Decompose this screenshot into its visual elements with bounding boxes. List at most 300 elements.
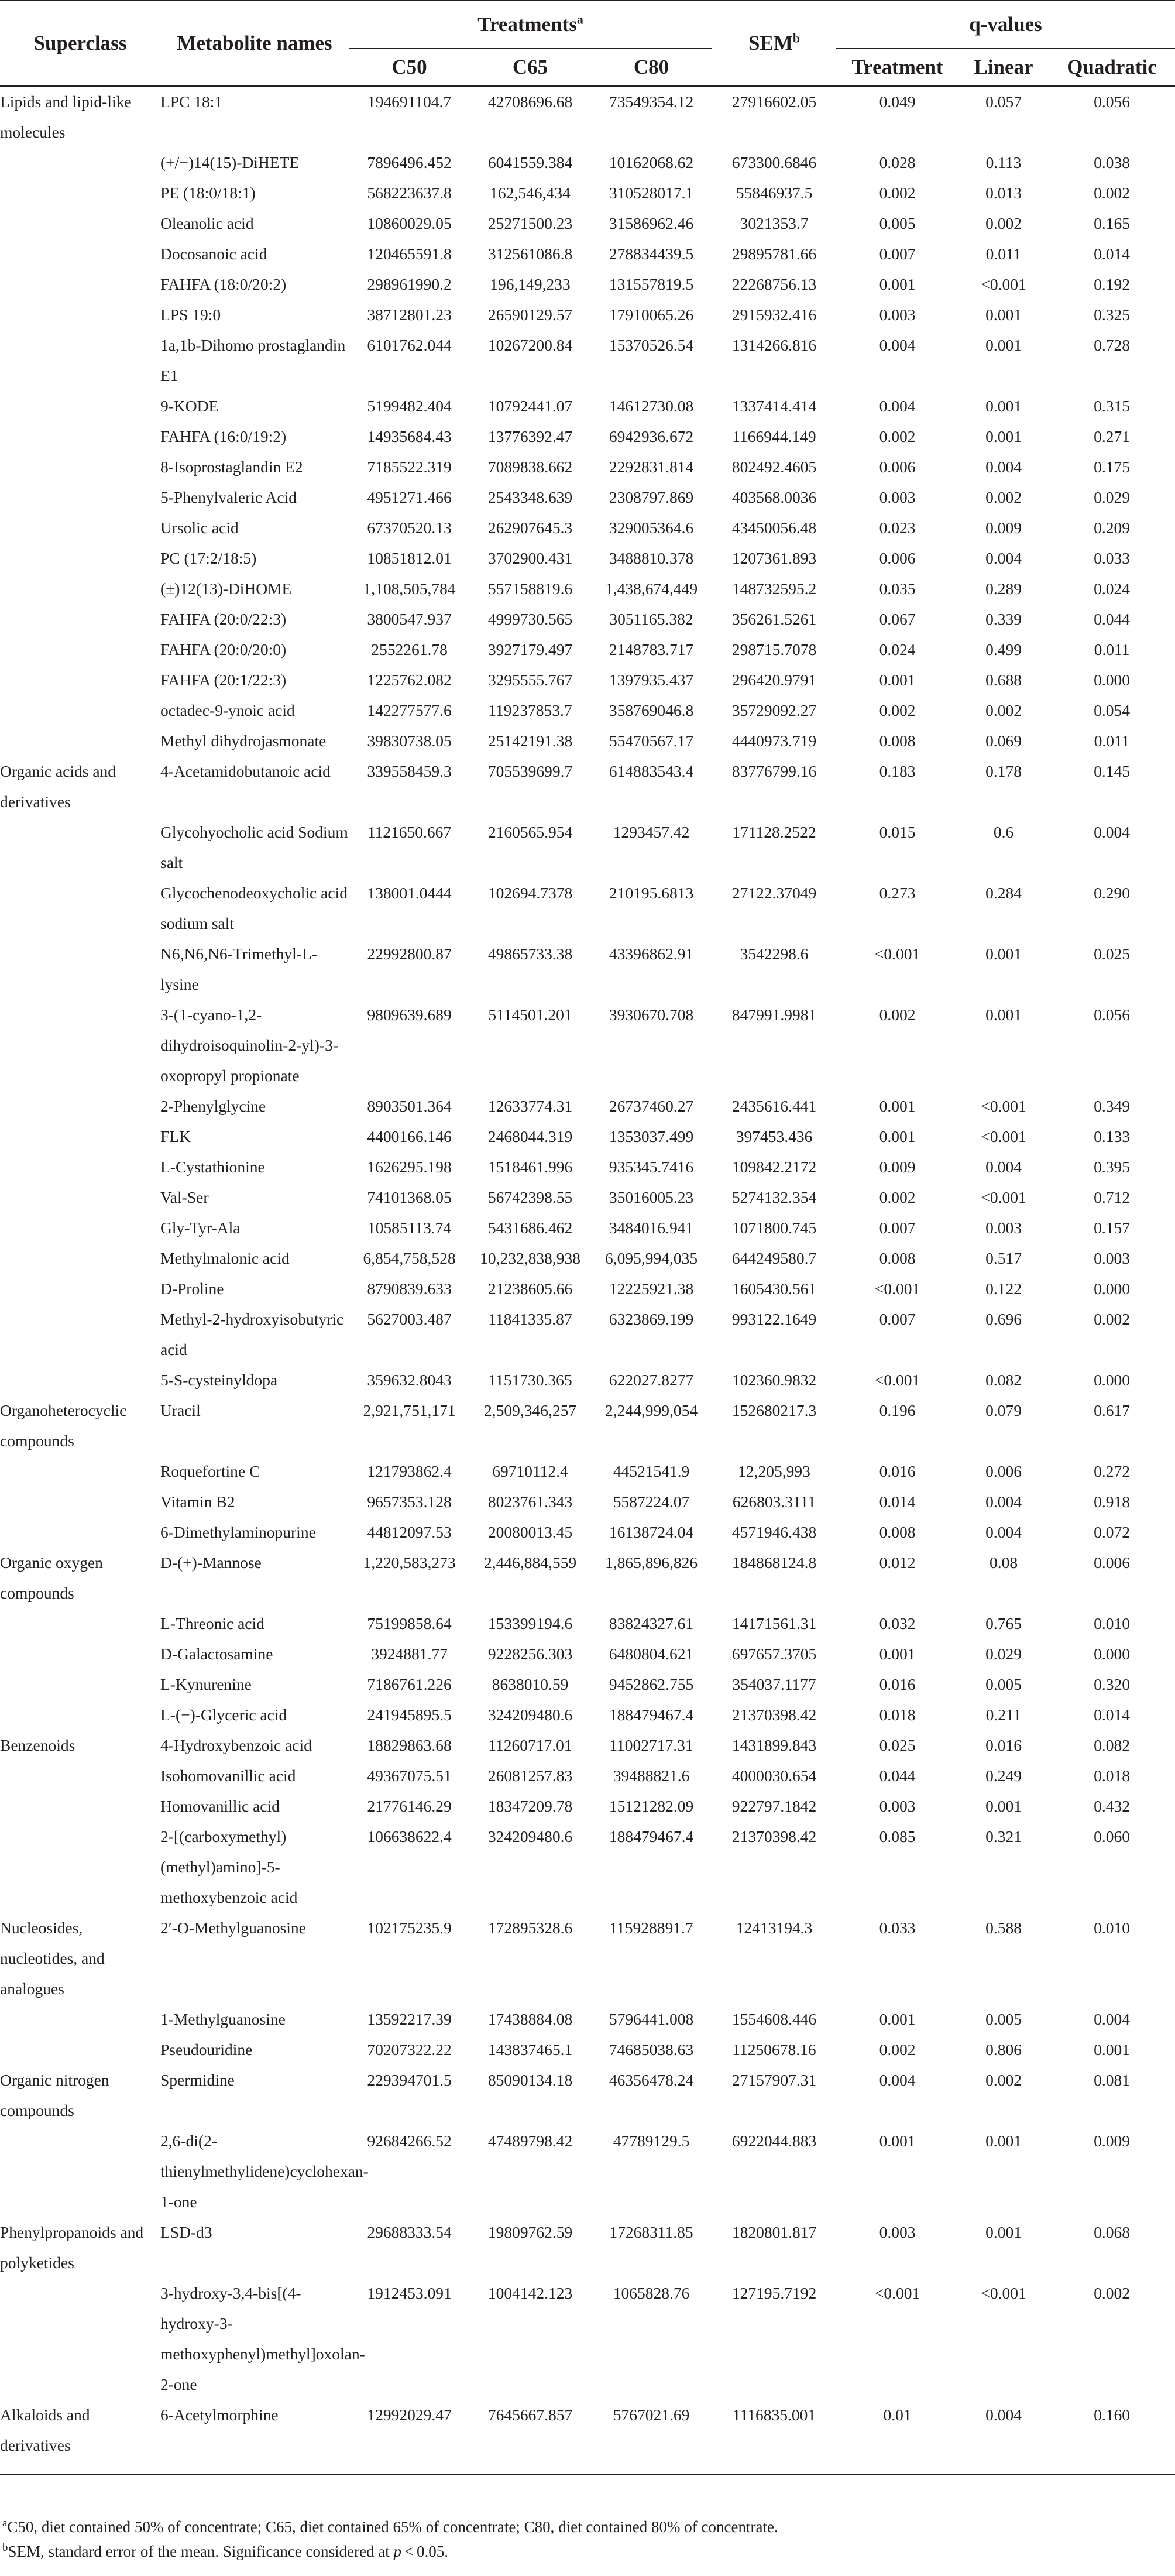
c65-value-cell: 25271500.23: [487, 214, 573, 232]
sem-value-cell: 2435616.441: [731, 1097, 817, 1115]
c80-value-cell: 1397935.437: [609, 671, 694, 689]
c65-value-cell: 25142191.38: [487, 732, 573, 750]
q-linear-cell: 0.029: [985, 1645, 1022, 1663]
c50-value-cell: 8790839.633: [367, 1280, 452, 1298]
q-quadratic-cell: 0.033: [1094, 549, 1130, 567]
q-linear-cell: 0.688: [985, 671, 1022, 689]
c50-value-cell: 2,921,751,171: [363, 1401, 456, 1419]
c50-value-cell: 38712801.23: [367, 306, 452, 324]
header-treatments: Treatments$^a$: [477, 12, 583, 36]
q-linear-cell: 0.002: [985, 214, 1022, 232]
sem-value-cell: 83776799.16: [731, 762, 817, 780]
c65-value-cell: 143837465.1: [487, 2040, 573, 2059]
q-linear-cell: 0.001: [985, 2132, 1022, 2150]
q-quadratic-cell: 0.175: [1094, 458, 1130, 476]
sem-value-cell: 12,205,993: [738, 1462, 810, 1480]
c65-value-cell: 49865733.38: [487, 945, 573, 963]
sem-value-cell: 1314266.816: [731, 336, 817, 354]
c50-value-cell: 6,854,758,528: [363, 1249, 456, 1267]
c65-value-cell: 1151730.365: [488, 1371, 572, 1389]
q-linear-cell: 0.339: [985, 610, 1022, 628]
c50-value-cell: 568223637.8: [367, 184, 452, 202]
table-row: [0, 1913, 1175, 2004]
c65-value-cell: 9228256.303: [487, 1645, 573, 1663]
sem-value-cell: 27157907.31: [731, 2071, 817, 2089]
q-quadratic-cell: 0.082: [1094, 1736, 1130, 1754]
q-linear-cell: 0.08: [989, 1553, 1018, 1572]
sem-value-cell: 4440973.719: [731, 732, 817, 750]
metabolite-name-cell: Gly-Tyr-Ala: [160, 1219, 241, 1237]
c65-value-cell: 56742398.55: [487, 1188, 573, 1206]
c65-value-cell: 26081257.83: [487, 1767, 573, 1785]
q-quadratic-cell: 0.728: [1094, 336, 1130, 354]
q-linear-cell: 0.249: [985, 1767, 1022, 1785]
q-linear-cell: 0.001: [985, 1006, 1022, 1024]
q-treatment-cell: 0.008: [879, 1523, 916, 1541]
superclass-cell: [0, 817, 160, 878]
footnote-a: $^a$C50, diet contained 50% of concentrate; C65, diet contained 65% of concentrate; C80, diet contained 80% of concentrate.: [2, 2517, 778, 2536]
q-linear-cell: 0.082: [985, 1371, 1022, 1389]
q-quadratic-cell: 0.056: [1094, 1006, 1130, 1024]
c50-value-cell: 120465591.8: [367, 245, 452, 263]
c80-value-cell: 3488810.378: [609, 549, 694, 567]
q-linear-cell: 0.004: [985, 1158, 1022, 1176]
superclass-cell: [0, 1274, 160, 1304]
q-treatment-cell: 0.016: [879, 1675, 916, 1693]
metabolite-name-cell: D-Galactosamine: [160, 1645, 273, 1663]
sem-value-cell: 1605430.561: [731, 1280, 817, 1298]
metabolite-name-cell: Methylmalonic acid: [160, 1249, 290, 1267]
q-quadratic-cell: 0.010: [1094, 1919, 1130, 1937]
c65-value-cell: 324209480.6: [487, 1706, 573, 1724]
q-quadratic-cell: 0.068: [1094, 2223, 1130, 2241]
q-linear-cell: 0.001: [985, 1797, 1022, 1815]
c50-value-cell: 5199482.404: [367, 397, 452, 415]
table-row: [0, 2400, 1175, 2474]
q-treatment-cell: 0.183: [879, 762, 916, 780]
c80-value-cell: 3051165.382: [609, 610, 693, 628]
sem-value-cell: 298715.7078: [731, 640, 817, 658]
metabolite-name-cell: 3-(1-cyano-1,2-dihydroisoquinolin-2-yl)-3-oxopropyl propionate: [160, 1006, 338, 1085]
c50-value-cell: 339558459.3: [367, 762, 452, 780]
sem-value-cell: 5274132.354: [731, 1188, 817, 1206]
q-linear-cell: 0.004: [985, 1523, 1022, 1541]
metabolite-name-cell: FLK: [160, 1127, 191, 1145]
table-row: [0, 148, 1175, 178]
c65-value-cell: 162,546,434: [490, 184, 571, 202]
c50-value-cell: 39830738.05: [367, 732, 452, 750]
sem-value-cell: 847991.9981: [731, 1006, 817, 1024]
q-linear-cell: 0.057: [985, 92, 1022, 111]
c65-value-cell: 2160565.954: [487, 823, 573, 841]
metabolite-name-cell: 9-KODE: [160, 397, 219, 415]
c50-value-cell: 1626295.198: [367, 1158, 452, 1176]
c65-value-cell: 10792441.07: [487, 397, 573, 415]
q-linear-cell: <0.001: [981, 275, 1026, 293]
q-linear-cell: 0.079: [985, 1401, 1022, 1419]
header-q-linear: Linear: [958, 49, 1049, 86]
c50-value-cell: 1,220,583,273: [363, 1553, 456, 1572]
q-linear-cell: 0.211: [985, 1706, 1022, 1724]
q-treatment-cell: 0.007: [879, 245, 916, 263]
metabolite-name-cell: Docosanoic acid: [160, 245, 267, 263]
q-linear-cell: 0.002: [985, 2071, 1022, 2089]
sem-value-cell: 296420.9791: [731, 671, 817, 689]
q-linear-cell: 0.289: [985, 579, 1022, 598]
q-treatment-cell: <0.001: [874, 945, 920, 963]
c80-value-cell: 2308797.869: [609, 488, 694, 506]
metabolite-name-cell: 5-S-cysteinyldopa: [160, 1371, 278, 1389]
table-row: [0, 1274, 1175, 1304]
c50-value-cell: 10585113.74: [367, 1219, 452, 1237]
metabolite-name-cell: 2-Phenylglycine: [160, 1097, 266, 1115]
metabolite-name-cell: Oleanolic acid: [160, 214, 254, 232]
q-treatment-cell: 0.015: [879, 823, 916, 841]
sem-value-cell: 397453.436: [736, 1127, 813, 1145]
q-quadratic-cell: 0.320: [1094, 1675, 1130, 1693]
q-quadratic-cell: 0.617: [1094, 1401, 1130, 1419]
sem-value-cell: 1071800.745: [731, 1219, 817, 1237]
q-quadratic-cell: 0.395: [1094, 1158, 1130, 1176]
table-row: [0, 939, 1175, 1000]
q-linear-cell: 0.005: [985, 1675, 1022, 1693]
metabolite-name-cell: LSD-d3: [160, 2223, 212, 2241]
c80-value-cell: 1,438,674,449: [604, 579, 698, 598]
metabolite-name-cell: Uracil: [160, 1401, 201, 1419]
superclass-cell: [0, 2126, 160, 2217]
q-treatment-cell: 0.035: [879, 579, 916, 598]
q-treatment-cell: 0.003: [879, 2223, 916, 2241]
q-linear-cell: 0.806: [985, 2040, 1022, 2059]
sem-value-cell: 11250678.16: [732, 2040, 816, 2059]
superclass-cell: [0, 695, 160, 726]
q-linear-cell: 0.002: [985, 488, 1022, 506]
q-linear-cell: <0.001: [981, 2284, 1026, 2302]
q-quadratic-cell: 0.018: [1094, 1767, 1130, 1785]
q-treatment-cell: 0.001: [879, 1127, 916, 1145]
c80-value-cell: 55470567.17: [609, 732, 694, 750]
c50-value-cell: 75199858.64: [367, 1614, 452, 1632]
metabolite-name-cell: Methyl-2-hydroxyisobutyric acid: [160, 1310, 344, 1359]
c65-value-cell: 119237853.7: [488, 701, 572, 719]
c50-value-cell: 142277577.6: [367, 701, 452, 719]
superclass-cell: [0, 1304, 160, 1365]
q-treatment-cell: 0.196: [879, 1401, 916, 1419]
q-quadratic-cell: 0.325: [1094, 306, 1130, 324]
c50-value-cell: 1121650.667: [367, 823, 452, 841]
superclass-cell: Lipids and lipid-like molecules: [0, 92, 132, 141]
q-treatment-cell: <0.001: [874, 1280, 920, 1298]
metabolite-name-cell: 1-Methylguanosine: [160, 2010, 286, 2028]
sem-value-cell: 171128.2522: [732, 823, 816, 841]
header-c80: C80: [590, 49, 712, 86]
c50-value-cell: 10851812.01: [367, 549, 452, 567]
c50-value-cell: 9657353.128: [367, 1493, 452, 1511]
metabolite-name-cell: Roquefortine C: [160, 1462, 260, 1480]
sem-value-cell: 922797.1842: [731, 1797, 817, 1815]
q-treatment-cell: 0.001: [879, 275, 916, 293]
q-linear-cell: 0.001: [985, 427, 1022, 445]
c50-value-cell: 10860029.05: [367, 214, 452, 232]
q-treatment-cell: 0.002: [879, 1006, 916, 1024]
header-q-values: q-values: [969, 13, 1042, 36]
superclass-cell: [0, 1669, 160, 1700]
q-linear-cell: 0.696: [985, 1310, 1022, 1328]
c80-value-cell: 31586962.46: [609, 214, 694, 232]
q-linear-cell: 0.113: [985, 153, 1022, 171]
superclass-cell: [0, 1639, 160, 1669]
q-quadratic-cell: 0.290: [1094, 884, 1130, 902]
table-row: [0, 1700, 1175, 1730]
q-linear-cell: 0.001: [985, 2223, 1022, 2241]
superclass-cell: [0, 513, 160, 543]
c65-value-cell: 10267200.84: [487, 336, 573, 354]
c80-value-cell: 74685038.63: [609, 2040, 694, 2059]
c80-value-cell: 210195.6813: [609, 884, 694, 902]
q-treatment-cell: 0.044: [879, 1767, 916, 1785]
header-c65: C65: [470, 49, 590, 86]
c50-value-cell: 7185522.319: [367, 458, 452, 476]
superclass-cell: Organic acids and derivatives: [0, 762, 116, 811]
sem-value-cell: 3021353.7: [740, 214, 809, 232]
c80-value-cell: 329005364.6: [609, 519, 694, 537]
q-treatment-cell: 0.003: [879, 306, 916, 324]
superclass-cell: Phenylpropanoids and polyketides: [0, 2223, 144, 2272]
q-treatment-cell: 0.002: [879, 427, 916, 445]
table-row: [0, 817, 1175, 878]
c65-value-cell: 1004142.123: [487, 2284, 573, 2302]
q-linear-cell: 0.006: [985, 1462, 1022, 1480]
superclass-cell: [0, 1700, 160, 1730]
c65-value-cell: 2468044.319: [487, 1127, 573, 1145]
c50-value-cell: 8903501.364: [367, 1097, 452, 1115]
q-quadratic-cell: 0.000: [1094, 671, 1130, 689]
q-quadratic-cell: 0.014: [1094, 245, 1130, 263]
c80-value-cell: 14612730.08: [609, 397, 694, 415]
q-treatment-cell: <0.001: [874, 2284, 920, 2302]
superclass-cell: [0, 391, 160, 421]
metabolite-name-cell: Glycochenodeoxycholic acid sodium salt: [160, 884, 348, 932]
q-treatment-cell: 0.018: [879, 1706, 916, 1724]
q-quadratic-cell: 0.000: [1094, 1280, 1130, 1298]
c65-value-cell: 85090134.18: [487, 2071, 573, 2089]
metabolite-name-cell: 3-hydroxy-3,4-bis[(4-hydroxy-3-methoxyphenyl)methyl]oxolan-2-one: [160, 2284, 365, 2393]
q-quadratic-cell: 0.002: [1094, 184, 1130, 202]
footnote-b: $^b$SEM, standard error of the mean. Significance considered at p < 0.05.: [2, 2541, 449, 2560]
metabolite-name-cell: FAHFA (20:0/22:3): [160, 610, 287, 628]
table-row: [0, 513, 1175, 543]
metabolite-name-cell: Vitamin B2: [160, 1493, 235, 1511]
q-treatment-cell: 0.002: [879, 2040, 916, 2059]
table-row: [0, 2126, 1175, 2217]
q-linear-cell: 0.588: [985, 1919, 1022, 1937]
q-quadratic-cell: 0.157: [1094, 1219, 1130, 1237]
q-treatment-cell: 0.006: [879, 549, 916, 567]
c80-value-cell: 188479467.4: [609, 1706, 694, 1724]
superclass-cell: Organoheterocyclic compounds: [0, 1401, 127, 1450]
c80-value-cell: 43396862.91: [609, 945, 694, 963]
q-linear-cell: 0.178: [985, 762, 1022, 780]
q-quadratic-cell: 0.133: [1094, 1127, 1130, 1145]
treatments-footnote-mark: a: [576, 12, 583, 27]
c80-value-cell: 15121282.09: [609, 1797, 694, 1815]
q-quadratic-cell: 0.011: [1094, 640, 1130, 658]
q-quadratic-cell: 0.002: [1094, 2284, 1130, 2302]
q-quadratic-cell: 0.054: [1094, 701, 1130, 719]
table-row: [0, 1304, 1175, 1365]
c65-value-cell: 8638010.59: [492, 1675, 569, 1693]
q-quadratic-cell: 0.038: [1094, 153, 1130, 171]
q-quadratic-cell: 0.044: [1094, 610, 1130, 628]
metabolite-name-cell: Ursolic acid: [160, 519, 239, 537]
c50-value-cell: 18829863.68: [367, 1736, 452, 1754]
c50-value-cell: 2552261.78: [371, 640, 448, 658]
metabolite-name-cell: 1a,1b-Dihomo prostaglandin E1: [160, 336, 346, 385]
superclass-cell: [0, 939, 160, 1000]
superclass-cell: [0, 1213, 160, 1243]
sem-value-cell: 27122.37049: [731, 884, 817, 902]
q-treatment-cell: 0.001: [879, 1097, 916, 1115]
q-treatment-cell: 0.273: [879, 884, 916, 902]
superclass-cell: [0, 208, 160, 239]
table-row: [0, 1669, 1175, 1700]
superclass-cell: [0, 543, 160, 574]
superclass-cell: [0, 1243, 160, 1274]
superclass-cell: [0, 604, 160, 634]
c50-value-cell: 14935684.43: [367, 427, 452, 445]
c50-value-cell: 1225762.082: [367, 671, 452, 689]
q-treatment-cell: 0.001: [879, 671, 916, 689]
sem-value-cell: 184868124.8: [731, 1553, 817, 1572]
c80-value-cell: 47789129.5: [613, 2132, 690, 2150]
c65-value-cell: 11841335.87: [488, 1310, 572, 1328]
c65-value-cell: 20080013.45: [487, 1523, 573, 1541]
c80-value-cell: 3484016.941: [609, 1219, 694, 1237]
c80-value-cell: 188479467.4: [609, 1827, 694, 1846]
c50-value-cell: 298961990.2: [367, 275, 452, 293]
superclass-cell: [0, 148, 160, 178]
c65-value-cell: 2543348.639: [487, 488, 573, 506]
sem-value-cell: 1820801.817: [731, 2223, 817, 2241]
metabolite-name-cell: D-(+)-Mannose: [160, 1553, 262, 1572]
q-treatment-cell: 0.004: [879, 397, 916, 415]
q-treatment-cell: 0.003: [879, 1797, 916, 1815]
c65-value-cell: 3295555.767: [487, 671, 573, 689]
superclass-cell: [0, 330, 160, 391]
superclass-cell: [0, 2278, 160, 2400]
c50-value-cell: 102175235.9: [367, 1919, 452, 1937]
header-q-quadratic: Quadratic: [1049, 49, 1175, 86]
metabolite-name-cell: PC (17:2/18:5): [160, 549, 257, 567]
q-treatment-cell: 0.002: [879, 701, 916, 719]
q-quadratic-cell: 0.271: [1094, 427, 1130, 445]
q-treatment-cell: 0.001: [879, 2132, 916, 2150]
c80-value-cell: 1065828.76: [613, 2284, 690, 2302]
table-row: [0, 482, 1175, 513]
q-treatment-cell: 0.002: [879, 184, 916, 202]
c80-value-cell: 358769046.8: [609, 701, 694, 719]
table-row: [0, 756, 1175, 817]
table-row: [0, 695, 1175, 726]
superclass-cell: [0, 421, 160, 452]
table-row: [0, 1000, 1175, 1091]
c65-value-cell: 8023761.343: [487, 1493, 573, 1511]
metabolite-name-cell: L-Threonic acid: [160, 1614, 264, 1632]
metabolite-name-cell: (+/−)14(15)-DiHETE: [160, 153, 300, 171]
c65-value-cell: 47489798.42: [487, 2132, 573, 2150]
metabolite-name-cell: octadec-9-ynoic acid: [160, 701, 295, 719]
q-linear-cell: 0.284: [985, 884, 1022, 902]
c65-value-cell: 21238605.66: [487, 1280, 573, 1298]
c65-value-cell: 17438884.08: [487, 2010, 573, 2028]
c80-value-cell: 17910065.26: [609, 306, 694, 324]
sem-value-cell: 403568.0036: [731, 488, 817, 506]
sem-value-cell: 802492.4605: [731, 458, 817, 476]
table-row: [0, 2004, 1175, 2035]
q-treatment-cell: 0.003: [879, 488, 916, 506]
q-linear-cell: 0.069: [985, 732, 1022, 750]
q-linear-cell: 0.122: [985, 1280, 1022, 1298]
c80-value-cell: 39488821.6: [613, 1767, 690, 1785]
metabolite-name-cell: D-Proline: [160, 1280, 224, 1298]
q-linear-cell: 0.005: [985, 2010, 1022, 2028]
sem-value-cell: 626803.3111: [732, 1493, 816, 1511]
q-quadratic-cell: 0.002: [1094, 1310, 1130, 1328]
q-linear-cell: 0.009: [985, 519, 1022, 537]
sem-value-cell: 644249580.7: [731, 1249, 817, 1267]
sem-value-cell: 1554608.446: [731, 2010, 817, 2028]
superclass-cell: [0, 665, 160, 695]
c50-value-cell: 5627003.487: [367, 1310, 452, 1328]
superclass-cell: [0, 269, 160, 300]
c80-value-cell: 12225921.38: [609, 1280, 694, 1298]
c65-value-cell: 19809762.59: [487, 2223, 573, 2241]
c80-value-cell: 5767021.69: [590, 2400, 712, 2474]
metabolite-name-cell: FAHFA (16:0/19:2): [160, 427, 287, 445]
c50-value-cell: 3800547.937: [367, 610, 452, 628]
q-treatment-cell: 0.005: [879, 214, 916, 232]
c80-value-cell: 6942936.672: [609, 427, 694, 445]
c50-value-cell: 106638622.4: [367, 1827, 452, 1846]
sem-value-cell: 1166944.149: [732, 427, 816, 445]
c50-value-cell: 1,108,505,784: [363, 579, 456, 598]
q-treatment-cell: 0.085: [879, 1827, 916, 1846]
c80-value-cell: 310528017.1: [609, 184, 694, 202]
c80-value-cell: 1293457.42: [613, 823, 690, 841]
q-quadratic-cell: 0.712: [1094, 1188, 1130, 1206]
q-linear-cell: 0.001: [985, 336, 1022, 354]
metabolite-name-cell: Spermidine: [160, 2071, 235, 2089]
c65-value-cell: 10,232,838,938: [480, 1249, 580, 1267]
q-treatment-cell: 0.008: [879, 732, 916, 750]
q-quadratic-cell: 0.001: [1094, 2040, 1130, 2059]
metabolite-name-cell: L-(−)-Glyceric acid: [160, 1706, 287, 1724]
q-quadratic-cell: 0.209: [1094, 519, 1130, 537]
table-row: [0, 208, 1175, 239]
metabolite-name-cell: 2-[(carboxymethyl)(methyl)amino]-5-methoxybenzoic acid: [160, 1827, 298, 1906]
superclass-cell: [0, 574, 160, 604]
header-metabolite-names: Metabolite names: [177, 32, 332, 54]
q-quadratic-cell: 0.014: [1094, 1706, 1130, 1724]
c50-value-cell: 21776146.29: [367, 1797, 452, 1815]
c65-value-cell: 102694.7378: [487, 884, 573, 902]
superclass-cell: [0, 452, 160, 482]
metabolite-name-cell: 8-Isoprostaglandin E2: [160, 458, 303, 476]
c65-value-cell: 2,509,346,257: [483, 1401, 577, 1419]
c50-value-cell: 229394701.5: [367, 2071, 452, 2089]
sem-value-cell: 673300.6846: [731, 153, 817, 171]
q-treatment-cell: 0.025: [879, 1736, 916, 1754]
